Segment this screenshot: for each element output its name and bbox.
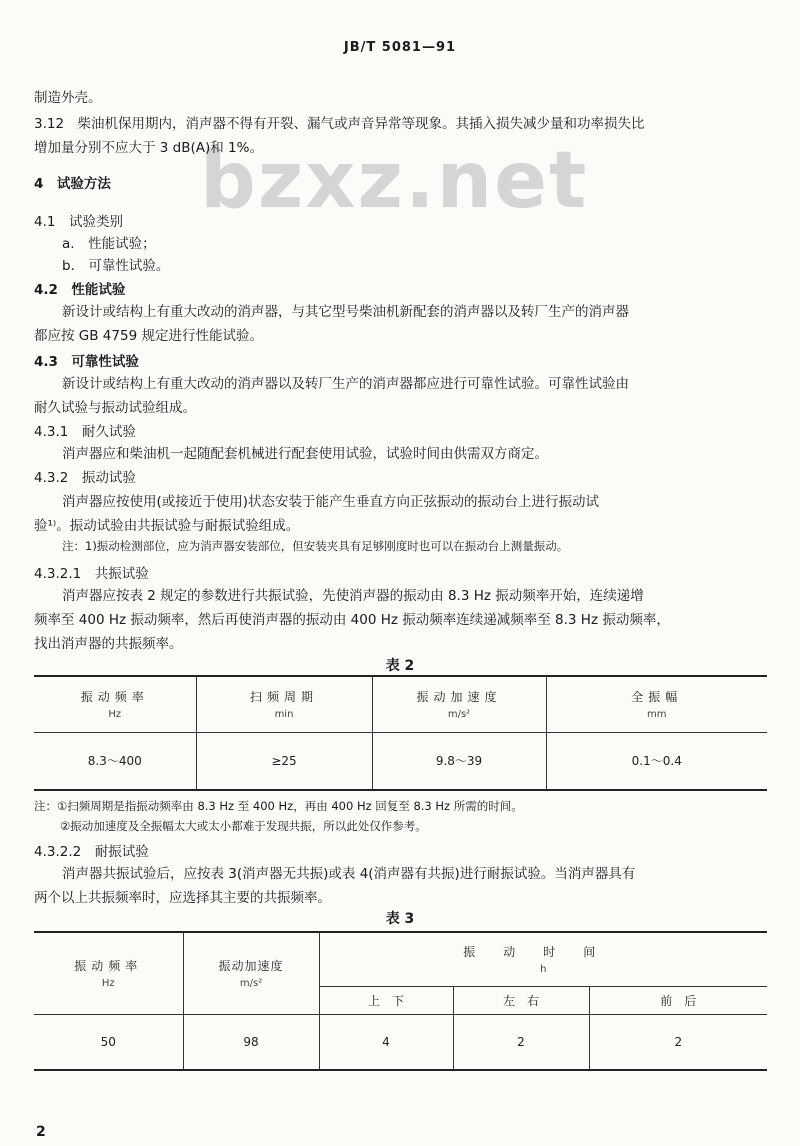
section-heading-4-1: 4.1 试验类别: [34, 214, 123, 230]
page-number: 2: [36, 1124, 46, 1140]
table-header-cell: [196, 676, 372, 732]
paragraph-line: 耐久试验与振动试验组成。: [34, 400, 196, 416]
table-cell: 2: [453, 1014, 589, 1070]
section-heading-4-3-1: 4.3.1 耐久试验: [34, 424, 136, 440]
table-3-caption: 表 3: [385, 911, 415, 927]
table-2-note: ②振动加速度及全振幅太大或太小都难于发现共振，所以此处仅作参考。: [60, 819, 427, 833]
table-cell: 9.8～39: [372, 732, 546, 790]
table-cell: 0.1～0.4: [546, 732, 767, 790]
table-cell: 8.3～400: [34, 732, 196, 790]
header-unit: Hz: [108, 709, 122, 721]
table-cell: 2: [589, 1014, 767, 1070]
header-label: 振动加速度: [416, 690, 502, 705]
paragraph-line: 两个以上共振频率时，应选择其主要的共振频率。: [34, 890, 331, 906]
footnote: 注：1)振动检测部位，应为消声器安装部位，但安装夹具有足够刚度时也可以在振动台上测量振动。: [62, 539, 569, 553]
table-header-cell: [372, 676, 546, 732]
header-unit: mm: [647, 709, 667, 721]
section-heading-4-3-2: 4.3.2 振动试验: [34, 470, 136, 486]
header-unit: h: [540, 964, 547, 976]
table-cell: ≥25: [196, 732, 372, 790]
header-label: 振动频率: [74, 959, 143, 974]
paragraph-line: 消声器应按使用(或接近于使用)状态安装于能产生垂直方向正弦振动的振动台上进行振动试: [62, 494, 600, 510]
header-unit: min: [274, 709, 294, 721]
paragraph-line: 新设计或结构上有重大改动的消声器以及转厂生产的消声器都应进行可靠性试验。可靠性试验由: [62, 376, 629, 392]
table-header-cell: [34, 676, 196, 732]
table-3: [34, 931, 767, 1071]
table-header-cell: [546, 676, 767, 732]
paragraph-line: 验¹⁾。振动试验由共振试验与耐振试验组成。: [34, 518, 300, 534]
paragraph-line: 消声器应和柴油机一起随配套机械进行配套使用试验，试验时间由供需双方商定。: [62, 446, 548, 462]
paragraph-line: 消声器应按表 2 规定的参数进行共振试验，先使消声器的振动由 8.3 Hz 振动频率开始，连续递增: [62, 588, 644, 604]
list-item: b. 可靠性试验。: [62, 258, 170, 274]
paragraph-line: 找出消声器的共振频率。: [34, 636, 183, 652]
section-heading-4-3: 4.3 可靠性试验: [34, 354, 139, 370]
header-label: 扫频周期: [249, 690, 318, 705]
header-unit: m/s²: [447, 709, 471, 721]
text-line: 制造外壳。: [34, 90, 102, 106]
table-cell: 98: [183, 1014, 319, 1070]
paragraph-line: 新设计或结构上有重大改动的消声器，与其它型号柴油机新配套的消声器以及转厂生产的消声器: [62, 304, 629, 320]
table-header-cell: [319, 932, 767, 986]
table-header-cell: [34, 932, 183, 1014]
table-subheader-cell: 左 右: [453, 986, 589, 1014]
table-2-note: 注：①扫频周期是指振动频率由 8.3 Hz 至 400 Hz，再由 400 Hz 回复至 8.3 Hz 所需的时间。: [34, 799, 523, 813]
header-unit: m/s²: [239, 978, 263, 990]
table-2-caption: 表 2: [385, 658, 415, 674]
section-heading-4-3-2-1: 4.3.2.1 共振试验: [34, 566, 149, 582]
table-subheader-cell: 上 下: [319, 986, 453, 1014]
header-label: 振动频率: [80, 690, 149, 705]
paragraph-line: 都应按 GB 4759 规定进行性能试验。: [34, 328, 263, 344]
list-item: a. 性能试验；: [62, 236, 156, 252]
table-2: [34, 675, 767, 791]
header-label: 全振幅: [631, 690, 683, 705]
table-header-cell: [183, 932, 319, 1014]
table-subheader-cell: 前 后: [589, 986, 767, 1014]
text-line: 增加量分别不应大于 3 dB(A)和 1%。: [34, 140, 263, 156]
page-header: JB/T 5081—91: [343, 40, 457, 55]
table-header-row: [34, 932, 767, 986]
section-heading-4-2: 4.2 性能试验: [34, 282, 126, 298]
table-row: [34, 1014, 767, 1070]
section-heading-4: 4 试验方法: [34, 176, 111, 192]
header-label: 振动时间: [463, 945, 624, 960]
header-unit: Hz: [101, 978, 115, 990]
table-cell: 50: [34, 1014, 183, 1070]
header-label: 振动加速度: [218, 959, 284, 974]
table-header-row: [34, 676, 767, 732]
clause-3-12: 3.12 柴油机保用期内，消声器不得有开裂、漏气或声音异常等现象。其插入损失减少量和功率损失比: [34, 116, 645, 132]
table-cell: 4: [319, 1014, 453, 1070]
table-row: [34, 732, 767, 790]
section-heading-4-3-2-2: 4.3.2.2 耐振试验: [34, 844, 149, 860]
paragraph-line: 消声器共振试验后，应按表 3(消声器无共振)或表 4(消声器有共振)进行耐振试验。当消声器具有: [62, 866, 636, 882]
watermark: bzxz.net: [200, 136, 589, 226]
paragraph-line: 频率至 400 Hz 振动频率，然后再使消声器的振动由 400 Hz 振动频率连续递减频率至 8.3 Hz 振动频率，: [34, 612, 670, 628]
